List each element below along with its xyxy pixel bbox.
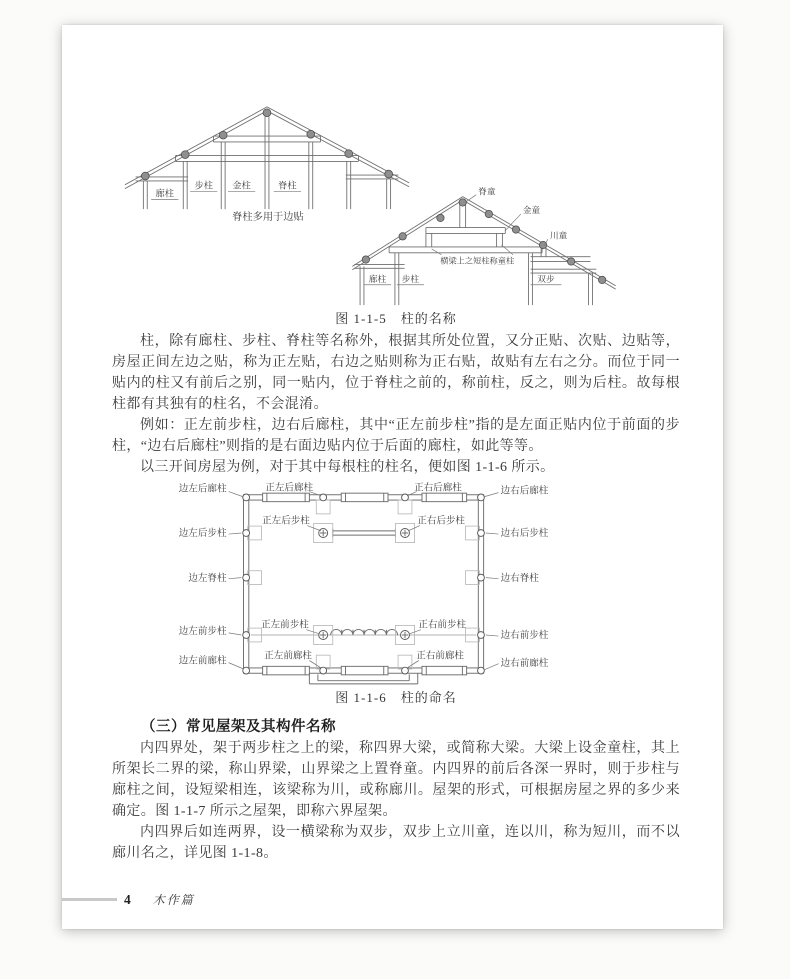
figure-1-1-6 <box>112 482 680 706</box>
truss-right-lines <box>352 197 615 305</box>
label-bian-zuo-hou-bu: 边左后步柱 <box>178 528 227 540</box>
label-zheng-zuo-hou-bu: 正左后步柱 <box>262 515 310 527</box>
label-zheng-you-hou-lang: 正右后廊柱 <box>414 482 462 494</box>
label-zheng-you-hou-bu: 正右后步柱 <box>417 515 465 527</box>
paragraph-example: 例如：正左前步柱，边右后廊柱，其中“正左前步柱”指的是左面正贴内位于前面的步柱，“边右后廊柱”则指的是右面边贴内位于后面的廊柱，如此等等。 <box>112 418 680 454</box>
label-bian-you-qian-bu: 边右前步柱 <box>500 630 549 642</box>
truss-left-note: 脊柱多用于边贴 <box>232 211 304 222</box>
figure-1-1-5-caption: 图 1-1-5 柱的名称 <box>335 311 457 326</box>
label-tongzhu-note: 横梁上之短柱称童柱 <box>440 256 515 266</box>
label-jitong: 脊童 <box>478 186 496 197</box>
footer-book-part: 木作篇 <box>152 893 195 907</box>
label-zheng-you-qian-lang: 正右前廊柱 <box>416 650 464 662</box>
floor-plan-drawing <box>150 482 575 686</box>
label-bian-zuo-hou-lang: 边左后廊柱 <box>178 483 227 495</box>
label-jizhu: 脊柱 <box>278 180 297 191</box>
paragraph-figure-ref: 以三开间房屋为例，对于其中每根柱的柱名，便如图 1-1-6 所示。 <box>140 460 555 475</box>
page-footer <box>62 891 723 908</box>
label-bian-you-qian-lang: 边右前廊柱 <box>500 657 549 669</box>
label-zheng-zuo-qian-bu: 正左前步柱 <box>261 619 309 631</box>
label-langzhu: 廊柱 <box>155 188 175 199</box>
page-content <box>112 25 680 864</box>
label-zheng-you-qian-bu: 正右前步柱 <box>418 619 467 631</box>
label-bian-zuo-ji: 边左脊柱 <box>188 572 227 584</box>
label-bian-zuo-qian-lang: 边左前廊柱 <box>178 655 227 667</box>
footer-page-number: 4 <box>124 891 131 907</box>
figure-1-1-6-caption: 图 1-1-6 柱的命名 <box>335 690 457 705</box>
label-bian-you-ji: 边右脊柱 <box>500 572 539 584</box>
book-page <box>62 25 723 929</box>
label-zheng-zuo-qian-lang: 正左前廊柱 <box>264 650 312 662</box>
label-chuantong: 川童 <box>549 230 568 241</box>
truss-left-purlins <box>141 109 392 180</box>
label-langzhu-right-truss: 廊柱 <box>368 273 387 284</box>
figure-1-1-5 <box>112 95 680 331</box>
paragraph-column-names: 柱，除有廊柱、步柱、脊柱等名称外，根据其所处位置，又分正贴、次贴、边贴等，房屋正间左边之贴，称为正左贴，右边之贴则称为正右贴，故贴有左右之分。而位于同一贴内的柱又有前后之别，同一贴内，位于脊柱之前的，称前柱，反之，则为后柱。故每根柱都有其独有的柱名，不会混淆。 <box>112 334 680 412</box>
label-buzhu: 步柱 <box>194 180 213 191</box>
label-bian-you-hou-lang: 边右后廊柱 <box>500 485 549 497</box>
label-buzhu-right-truss: 步柱 <box>401 273 420 284</box>
label-shuangbu: 双步 <box>537 273 555 284</box>
label-zheng-zuo-hou-lang: 正左后廊柱 <box>265 482 314 494</box>
roof-truss-right-drawing <box>348 185 620 307</box>
label-jinzhu: 金柱 <box>232 180 251 191</box>
label-bian-zuo-qian-bu: 边左前步柱 <box>178 625 227 637</box>
footer-rule <box>62 898 117 901</box>
label-jintong: 金童 <box>522 205 541 216</box>
section-heading: （三）常见屋架及其构件名称 <box>141 719 336 735</box>
label-bian-you-hou-bu: 边右后步柱 <box>500 528 549 540</box>
paragraph-double-step: 内四界后如连两界，设一横梁称为双步，双步上立川童，连以川，称为短川，而不以廊川名之，详见图 1-1-8。 <box>112 825 680 861</box>
plan-back-beam <box>333 529 396 538</box>
paragraph-roof-frames: 内四界处，架于两步柱之上的梁，称四界大梁，或简称大梁。大梁上设金童柱，其上所架长二界的梁，称山界梁，山界梁之上置脊童。内四界的前后各深一界时，则于步柱与廊柱之间，设短梁相连，该梁称为川，或称廊川。屋架的形式，可根据房屋之界的多少来确定。图 1-1-7 所示之屋架，即称六界屋架。 <box>112 741 680 819</box>
